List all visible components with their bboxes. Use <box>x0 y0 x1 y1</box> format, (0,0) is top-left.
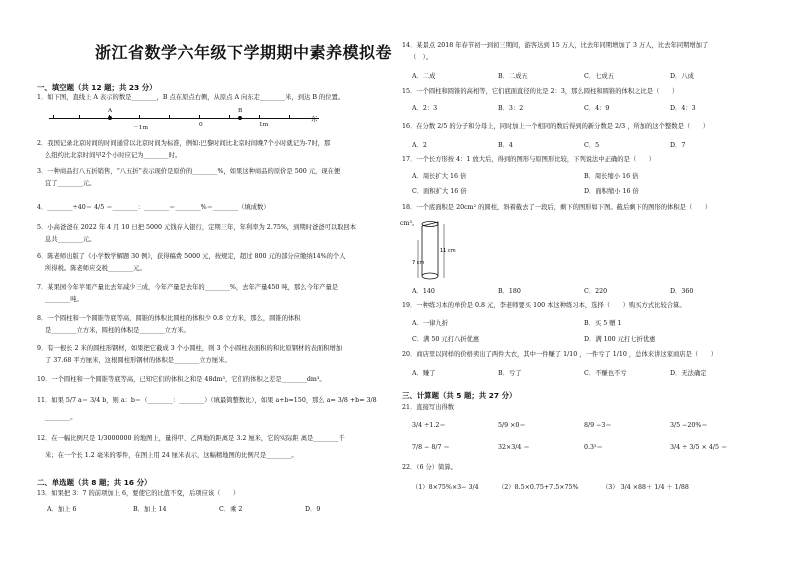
east-label: 东 <box>311 115 318 123</box>
question-8-line-2: 是________立方米，圆柱的体积是________立方米。 <box>45 327 190 334</box>
option[interactable]: C．面积扩大 16 倍 <box>412 188 467 195</box>
simplify-item: （2）8.5×0.75+7.5×75% <box>498 484 579 491</box>
tick-label-zero: 0 <box>199 122 203 128</box>
option[interactable]: D．360 <box>670 288 694 295</box>
question-16: 16．在分数 2/5 的分子和分母上，同时加上一个相同的数后得到的新分数是 2/3 ，所加的这个整数是（ ） <box>402 123 710 130</box>
question-14-line-2: （ ）。 <box>410 54 433 61</box>
question-18-line-2: cm³。 <box>400 220 419 227</box>
question-12-line-2: 米；在一个长 1.2 毫米的零件，在图上用 24 厘米表示，这幅精地图的比例尺是________。 <box>45 452 298 459</box>
section-fill-blank: 一、填空题（共 12 题；共 23 分） <box>37 83 157 92</box>
option[interactable]: D．八成 <box>670 73 694 80</box>
option[interactable]: D．面积缩小 16 倍 <box>584 188 639 195</box>
section-calculation: 三、计算题（共 5 题；共 27 分） <box>402 391 517 400</box>
question-21: 21．直接写出得数 <box>402 404 455 411</box>
option[interactable]: B．二成五 <box>498 73 528 80</box>
option[interactable]: A．140 <box>412 288 435 295</box>
question-1: 1．如下图，直线上 A 表示的数是________，B 点在原点右侧，从原点 A 向东走________米，到达 B 的位置。 <box>37 94 345 101</box>
question-6-line-1: 6．陈老师出版了《小学数学解题 30 例》，获得稿费 5000 元，按规定，超过 800 元的部分应缴纳14%的个人 <box>37 253 346 260</box>
option[interactable]: A．一律九折 <box>412 320 449 327</box>
question-2-line-2: 么纽约比北京时间早2个小时应记为________时。 <box>45 152 182 159</box>
option[interactable]: D．9 <box>305 506 321 513</box>
tick-label-neg: －1m <box>133 125 148 131</box>
tick <box>199 115 200 119</box>
question-17: 17．一个长方形按 4：1 放大后，得到的图形与原图形比较，下列说法中正确的是（ ） <box>402 156 656 163</box>
option[interactable]: B．买 5 赠 1 <box>584 320 622 327</box>
option[interactable]: B．4 <box>498 142 513 149</box>
tick <box>259 115 260 119</box>
height-11cm-label: 11 cm <box>440 248 456 254</box>
question-11-line-2: ________。 <box>45 414 77 421</box>
option[interactable]: C．4：9 <box>584 105 610 112</box>
option[interactable]: A．二成 <box>412 73 436 80</box>
option[interactable]: A．周长扩大 16 倍 <box>412 173 467 180</box>
option[interactable]: A．2 <box>412 142 427 149</box>
option[interactable]: A．赚了 <box>412 370 436 377</box>
tick <box>169 115 170 119</box>
option[interactable]: D．无法确定 <box>670 370 707 377</box>
calc-item: 7/8 − 8/7 ＝ <box>412 444 450 451</box>
option[interactable]: C．七成五 <box>584 73 615 80</box>
question-3-line-2: 宜了________元。 <box>45 180 96 187</box>
question-5-line-2: 息共________元。 <box>45 236 96 243</box>
tick <box>229 115 230 119</box>
section-single-choice: 二、单选题（共 8 题；共 16 分） <box>37 478 152 487</box>
cut-cylinder-figure <box>412 220 456 282</box>
question-7-line-1: 7．某果园今年苹果产量比去年减少三成，今年产量是去年的________%，去年产量450 吨，那么今年产量是 <box>37 284 339 291</box>
tick-label-pos: 1m <box>259 122 269 128</box>
calc-item: 3/5 −20%＝ <box>670 422 708 429</box>
calc-item: 0.3²＝ <box>584 444 603 451</box>
calc-item: 8/9 −3＝ <box>584 422 612 429</box>
question-14-line-1: 14．某景点 2018 年春节初一到初三期间，游客达到 15 万人，比去年同期增加了 3 万人，比去年同期增加了 <box>402 42 709 49</box>
point-a <box>108 116 112 120</box>
option[interactable]: B．亏了 <box>498 370 522 377</box>
question-11-line-1: 11．如果 5/7 a＝ 3/4 b，则 a：b＝（________：________）（填最简整数比），如果 a+b=150，那么 a= 3/8 +b= 3/8 <box>37 397 377 404</box>
option[interactable]: C．5 <box>584 142 600 149</box>
question-19: 19．一种练习本的单价是 0.8 元，李老师要买 100 本这种练习本，选择（ ）购买方式比较合算。 <box>402 302 686 309</box>
question-22: 22．（6 分）简算。 <box>402 464 457 471</box>
option[interactable]: B．180 <box>498 288 521 295</box>
label-a: A <box>108 108 113 114</box>
question-12-line-1: 12．在一幅比例尺是 1/3000000 的地图上，量得甲、乙两地的距离是 3.2 厘米，它的实际距 离是________千 <box>37 435 345 442</box>
option[interactable]: B．3：2 <box>498 105 524 112</box>
option[interactable]: D．满 100 元打七折优惠 <box>584 336 656 343</box>
tick <box>139 115 140 119</box>
number-line-axis <box>49 118 319 119</box>
option[interactable]: B．加上 14 <box>133 506 167 513</box>
tick <box>79 115 80 119</box>
question-9-line-2: 了 37.68 平方厘米，这根圆柱形钢材的体积是________立方厘米。 <box>45 357 231 364</box>
number-line <box>49 108 319 132</box>
calc-item: 32×3/4 ＝ <box>498 444 530 451</box>
question-10: 10．一个圆柱和一个圆锥等底等高，已知它们的体积之和是 48dm³，它们的体积之差是________dm³。 <box>37 376 326 383</box>
question-7-line-2: ________吨。 <box>45 296 83 303</box>
option[interactable]: A．2：3 <box>412 105 438 112</box>
question-3-line-1: 3．一种商品打八五折销售，“八五折”表示现价是原价的________%，如果这种商品的原价是 500 元，现在便 <box>37 168 341 175</box>
option[interactable]: D．7 <box>670 142 686 149</box>
tick <box>289 115 290 119</box>
calc-item: 3/4 ÷1.2＝ <box>412 422 446 429</box>
calc-item: 5/9 ×0＝ <box>498 422 526 429</box>
simplify-item: （3） 3/4 ×88＋ 1/4 ＋ 1/88 <box>602 484 689 491</box>
option[interactable]: C．满 50 元打八折优惠 <box>412 336 480 343</box>
option[interactable]: B．周长缩小 16 倍 <box>584 173 639 180</box>
point-b <box>238 116 242 120</box>
question-18-line-1: 18．一个底面积是 20cm² 的圆柱，斜着截去了一段后，剩下的图形如下图。截后剩下的图形的体积是（ ） <box>402 204 712 211</box>
exam-title: 浙江省数学六年级下学期期中素养模拟卷 <box>95 43 393 62</box>
question-5-line-1: 5．小高爸爸在 2022 年 4 月 10 日把 5000 元钱存入银行，定期三年，年利率为 2.75%，到期时爸爸可以取回本 <box>37 224 357 231</box>
label-b: B <box>238 108 243 114</box>
option[interactable]: D．4：3 <box>670 105 696 112</box>
height-7cm-label: 7 cm <box>412 260 425 266</box>
option[interactable]: C．220 <box>584 288 608 295</box>
calc-item: 3/4 ÷ 3/5 × 4/5 ＝ <box>670 444 728 451</box>
question-6-line-2: 所得税。陈老师应交税________元。 <box>45 265 146 272</box>
simplify-item: （1）8×75%×3− 3/4 <box>412 484 479 491</box>
question-2-line-1: 2．我国记录北京时间的时间通常以北京时间为标准，例如:巴黎时间比北京时间晚7个小时就记为-7时，那 <box>37 140 331 147</box>
question-4: 4．________÷40＝ 4/5 ＝________：________＝________%＝________（填成数） <box>37 204 270 211</box>
question-20: 20．商店里以同样的价格卖出了两件大衣，其中一件赚了 1/10 ，一件亏了 1/10 ，总体来讲这家商店是（ ） <box>402 351 718 358</box>
option[interactable]: C．不赚也不亏 <box>584 370 627 377</box>
question-9-line-1: 9．有一根长 2 米的圆柱形钢材，如果把它截成 3 个小圆柱，则 3 个小圆柱表面积的和比原钢材的表面积增加 <box>37 345 343 352</box>
option[interactable]: A．加上 6 <box>47 506 77 513</box>
question-13: 13．如果把 3：7 的前项加上 6，要使它的比值不变，后项应该（ ） <box>37 490 240 497</box>
question-15: 15．一个圆柱和圆锥的高相等，它们底面直径的比是 2：3，那么圆柱和圆锥的体积之比是（ ） <box>402 88 679 95</box>
question-8-line-1: 8．一个圆柱和一个圆锥等底等高，圆锥的体积比圆柱的体积少 0.8 立方米，那么，圆锥的体积 <box>37 315 301 322</box>
tick <box>53 115 54 119</box>
option[interactable]: C．乘 2 <box>219 506 243 513</box>
